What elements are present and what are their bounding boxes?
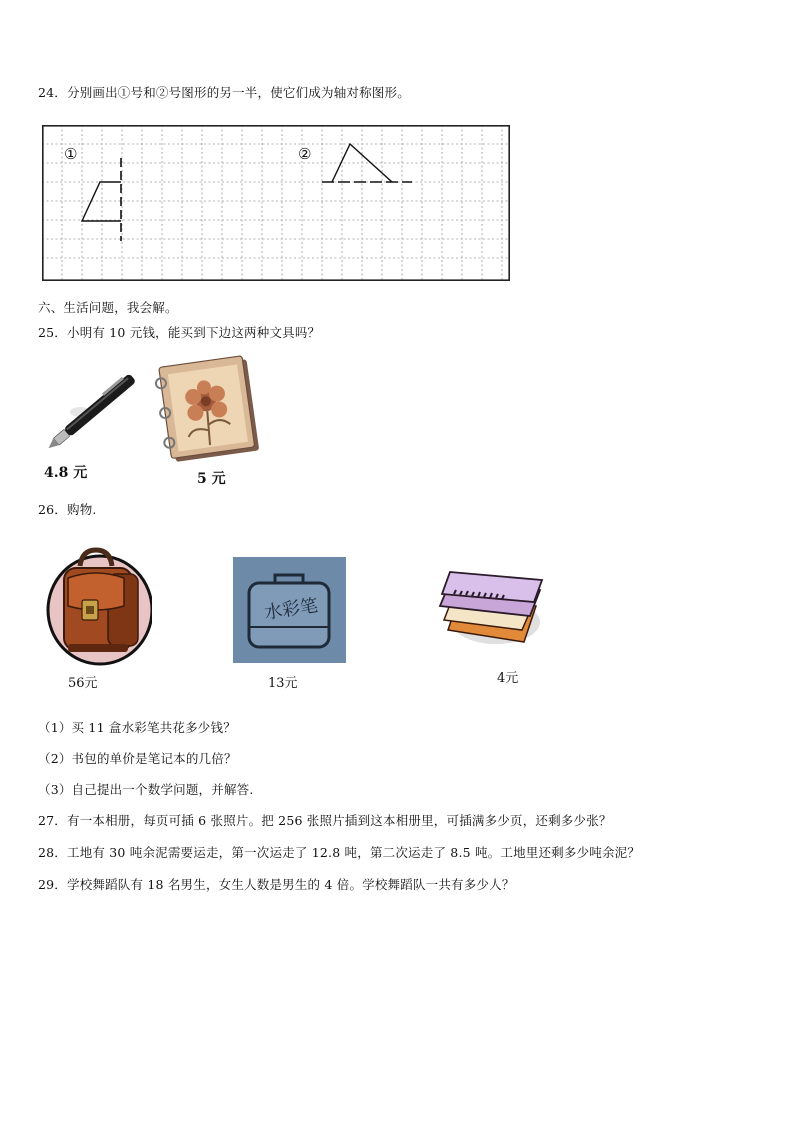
figure-label-1: ① [64,145,78,163]
grid-figure [42,125,512,283]
question-25: 25．小明有 10 元钱，能买到下边这两种文具吗？ [38,325,321,340]
question-27: 27．有一本相册，每页可插 6 张照片。把 256 张照片插到这本相册里，可插满多少页，还剩多少张？ [38,813,612,828]
question-29: 29．学校舞蹈队有 18 名男生，女生人数是男生的 4 倍。学校舞蹈队一共有多少人？ [38,877,515,892]
question-26-sub-2: （2）书包的单价是笔记本的几倍？ [38,751,237,766]
stacked-notebooks-image [436,560,548,652]
figure-label-2: ② [298,145,312,163]
question-26: 26．购物. [38,502,97,517]
section-6-title: 六、生活问题，我会解。 [38,300,178,315]
pen-price: 4.8 元 [44,465,88,481]
notebook-price-q26: 4元 [497,671,519,686]
grid-lines [42,125,510,281]
grid-border [43,126,509,280]
question-24: 24．分别画出①号和②号图形的另一半，使它们成为轴对称图形。 [38,85,410,100]
half-shape-1 [82,182,121,221]
flower-notebook-image [155,355,261,463]
watercolor-box-image [233,557,346,663]
backpack-price: 56元 [68,676,98,691]
grid-svg [42,125,512,283]
question-26-sub-3: （3）自己提出一个数学问题，并解答. [38,782,254,797]
question-28: 28．工地有 30 吨余泥需要运走，第一次运走了 12.8 吨，第二次运走了 8.5 吨。工地里还剩多少吨余泥？ [38,845,641,860]
backpack-image [42,544,152,666]
question-26-sub-1: （1）买 11 盒水彩笔共花多少钱？ [38,720,236,735]
watercolor-box-label: 水彩笔 [263,595,320,624]
pen-image [42,362,147,462]
notebook-price-q25: 5 元 [197,471,226,487]
watercolor-price: 13元 [268,676,298,691]
